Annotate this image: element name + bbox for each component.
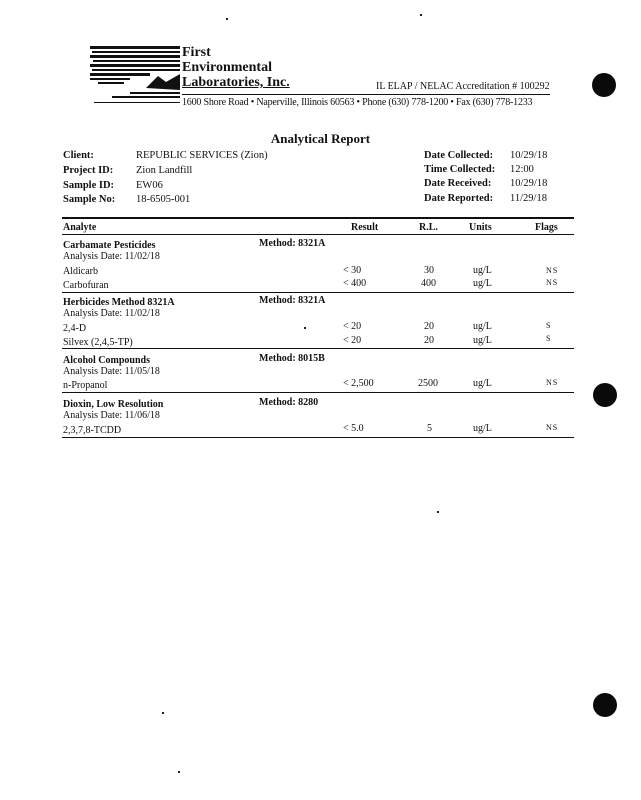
company-name-line2: Environmental: [182, 60, 272, 75]
company-name: [182, 45, 290, 90]
punch-hole: [593, 693, 617, 717]
row-flag: S: [546, 321, 552, 330]
client-value: REPUBLIC SERVICES (Zion): [136, 150, 268, 161]
row-units: ug/L: [473, 378, 492, 389]
sample-no-label: Sample No:: [63, 194, 116, 205]
date-reported-label: Date Reported:: [424, 193, 494, 204]
row-flag: S: [546, 334, 552, 343]
client-label: Client:: [63, 150, 94, 161]
row-result: < 20: [343, 321, 362, 332]
table-header-rule: [62, 234, 574, 235]
row-analyte: n-Propanol: [63, 380, 108, 391]
scan-speck: [178, 771, 180, 773]
row-result: < 20: [343, 335, 362, 346]
row-result: < 5.0: [343, 423, 364, 434]
row-rl: 30: [424, 265, 434, 276]
group-method: Method: 8015B: [259, 353, 325, 364]
row-rl: 20: [424, 335, 434, 346]
row-flag: NS: [546, 266, 559, 275]
group-analysis-date: Analysis Date: 11/06/18: [63, 410, 160, 421]
company-name-line3: Laboratories, Inc.: [182, 75, 290, 90]
row-analyte: 2,4-D: [63, 323, 87, 334]
row-analyte: Silvex (2,4,5-TP): [63, 337, 133, 348]
date-received-value: 10/29/18: [510, 178, 548, 189]
group-method: Method: 8280: [259, 397, 319, 408]
time-collected-value: 12:00: [510, 164, 534, 175]
date-collected-label: Date Collected:: [424, 150, 494, 161]
col-header-rl: R.L.: [419, 222, 438, 233]
scan-speck: [226, 18, 228, 20]
col-header-units: Units: [469, 222, 492, 233]
project-value: Zion Landfill: [136, 165, 193, 176]
sample-no-value: 18-6505-001: [136, 194, 191, 205]
header-rule: [182, 94, 550, 95]
col-header-analyte: Analyte: [63, 222, 97, 233]
row-flag: NS: [546, 378, 559, 387]
report-title: Analytical Report: [270, 131, 371, 146]
scan-speck: [162, 712, 164, 714]
col-header-result: Result: [351, 222, 379, 233]
company-logo: [90, 46, 182, 106]
row-units: ug/L: [473, 265, 492, 276]
group-analysis-date: Analysis Date: 11/05/18: [63, 366, 160, 377]
group-method: Method: 8321A: [259, 238, 326, 249]
group-title: Alcohol Compounds: [63, 355, 150, 366]
sample-id-value: EW06: [136, 180, 163, 191]
date-received-label: Date Received:: [424, 178, 492, 189]
group-title: Herbicides Method 8321A: [63, 297, 175, 308]
table-bottom-rule: [62, 437, 574, 438]
punch-hole: [593, 383, 617, 407]
project-label: Project ID:: [63, 165, 114, 176]
row-analyte: Aldicarb: [63, 266, 98, 277]
group-divider: [62, 348, 574, 349]
row-rl: 5: [427, 423, 432, 434]
row-units: ug/L: [473, 278, 492, 289]
company-name-line1: First: [182, 45, 211, 60]
row-analyte: 2,3,7,8-TCDD: [63, 425, 122, 436]
date-reported-value: 11/29/18: [510, 193, 547, 204]
row-rl: 20: [424, 321, 434, 332]
accreditation: IL ELAP / NELAC Accreditation # 100292: [376, 81, 550, 92]
row-analyte: Carbofuran: [63, 280, 109, 291]
group-divider: [62, 392, 574, 393]
group-method: Method: 8321A: [259, 295, 326, 306]
sample-id-label: Sample ID:: [63, 180, 115, 191]
table-top-rule: [62, 217, 574, 219]
company-address: 1600 Shore Road • Naperville, Illinois 60563 • Phone (630) 778-1200 • Fax (630) 778-1233: [182, 97, 533, 108]
group-title: Dioxin, Low Resolution: [63, 399, 164, 410]
scan-speck: [437, 511, 439, 513]
date-collected-value: 10/29/18: [510, 150, 548, 161]
row-rl: 2500: [418, 378, 438, 389]
row-result: < 2,500: [343, 378, 374, 389]
punch-hole: [592, 73, 616, 97]
row-result: < 400: [343, 278, 367, 289]
col-header-flags: Flags: [535, 222, 558, 233]
row-units: ug/L: [473, 335, 492, 346]
group-divider: [62, 292, 574, 293]
group-title: Carbamate Pesticides: [63, 240, 156, 251]
row-rl: 400: [421, 278, 436, 289]
group-analysis-date: Analysis Date: 11/02/18: [63, 308, 160, 319]
time-collected-label: Time Collected:: [424, 164, 496, 175]
group-analysis-date: Analysis Date: 11/02/18: [63, 251, 160, 262]
row-flag: NS: [546, 423, 559, 432]
row-units: ug/L: [473, 321, 492, 332]
scan-speck: [420, 14, 422, 16]
row-flag: NS: [546, 278, 559, 287]
row-result: < 30: [343, 265, 362, 276]
row-units: ug/L: [473, 423, 492, 434]
scan-speck: [304, 327, 306, 329]
